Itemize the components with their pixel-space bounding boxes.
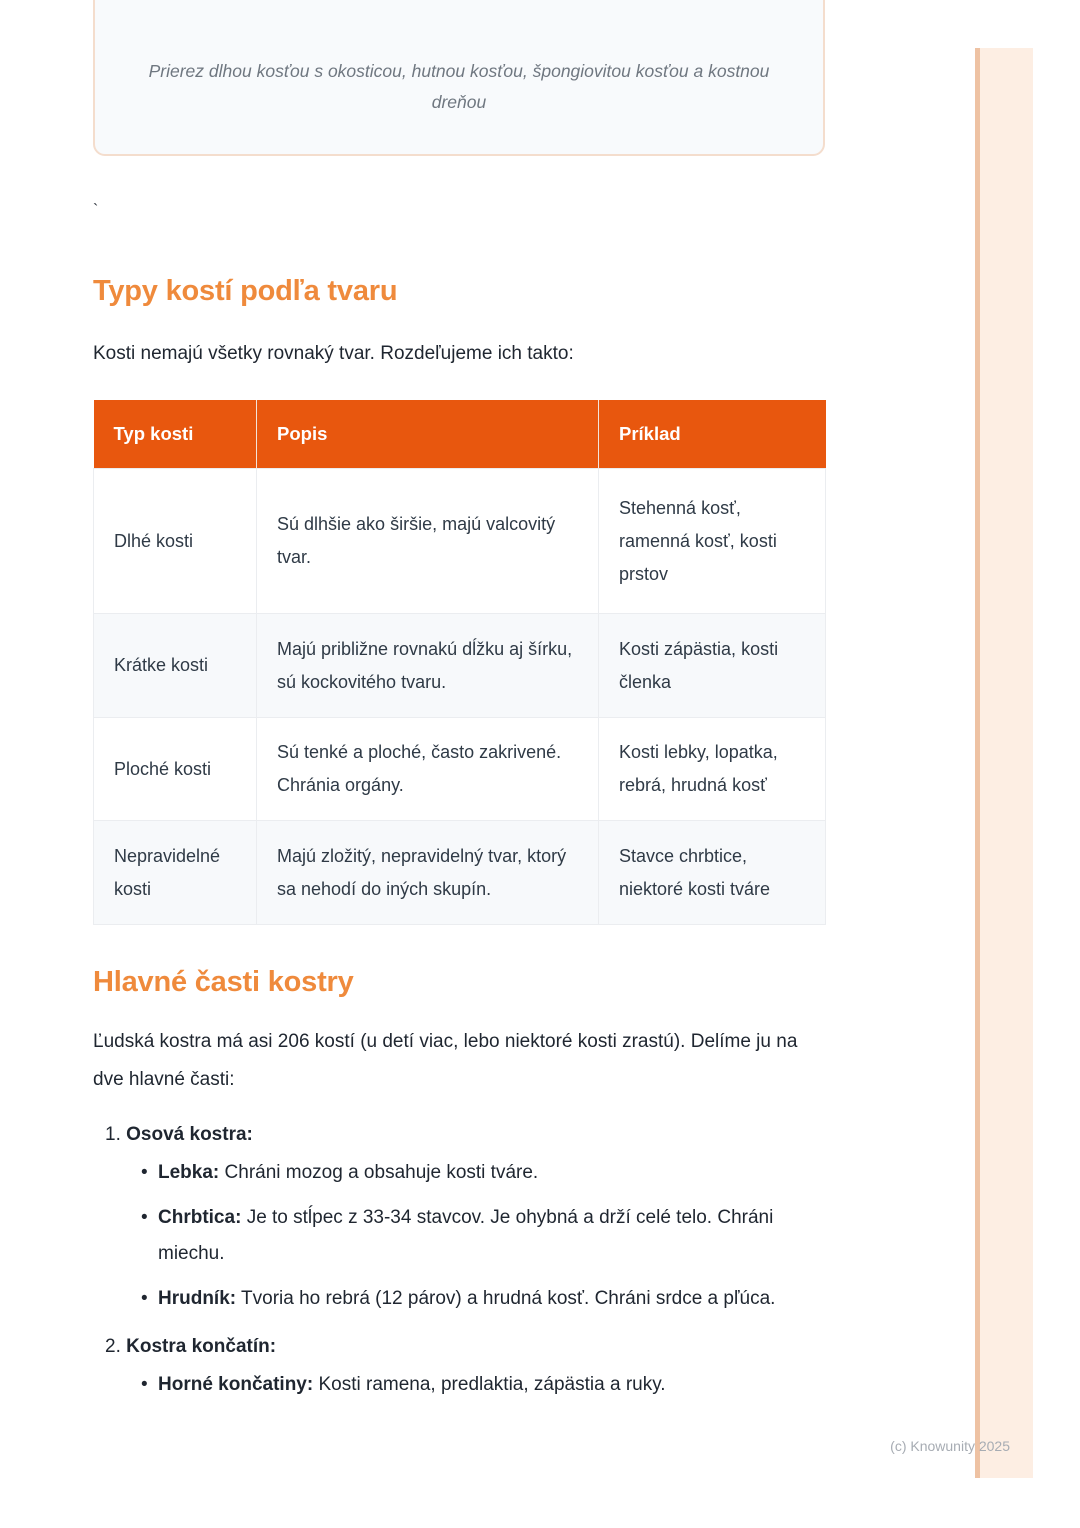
list-group-limb-skeleton <box>93 1329 833 1403</box>
section-intro-skeleton-parts: Ľudská kostra má asi 206 kostí (u detí viac, lebo niektoré kosti zrastú). Delíme ju na dve hlavné časti: <box>93 1031 798 1090</box>
table-header-description: Popis <box>257 400 599 469</box>
section-intro-bone-types: Kosti nemajú všetky rovnaký tvar. Rozdeľujeme ich takto: <box>93 343 574 364</box>
list-group-title <box>93 1329 833 1365</box>
table-header-row <box>94 400 826 469</box>
figure-caption: Prierez dlhou kosťou s okosticou, hutnou kosťou, špongiovitou kosťou a kostnou dreňou <box>148 61 770 112</box>
table-row <box>94 469 826 614</box>
section-heading-skeleton-parts: Hlavné časti kostry <box>93 966 354 998</box>
copyright-notice: (c) Knowunity 2025 <box>890 1438 1010 1454</box>
table-row <box>94 821 826 925</box>
list-title: Osová kostra: <box>126 1124 253 1145</box>
stray-backtick-character: ` <box>93 202 99 219</box>
list-group-axial-skeleton <box>93 1117 833 1317</box>
table-cell: Stavce chrbtice, niektoré kosti tváre <box>599 821 826 925</box>
list-item-text: Chráni mozog a obsahuje kosti tváre. <box>224 1162 539 1183</box>
list-item-text: Tvoria ho rebrá (12 párov) a hrudná kosť. Chráni srdce a pľúca. <box>241 1288 776 1309</box>
list-item-text: Je to stĺpec z 33-34 stavcov. Je ohybná a drží celé telo. Chráni miechu. <box>158 1207 774 1264</box>
table-cell: Dlhé kosti <box>94 469 257 614</box>
figure-caption-box <box>93 0 825 156</box>
table-cell: Ploché kosti <box>94 718 257 821</box>
table-cell: Majú zložitý, nepravidelný tvar, ktorý sa nehodí do iných skupín. <box>257 821 599 925</box>
page-edge-decoration <box>975 48 1033 1478</box>
list-item-upper-limbs: • Horné končatiny: Kosti ramena, predlaktia, zápästia a ruky. <box>141 1367 808 1403</box>
table-header-type: Typ kosti <box>94 400 257 469</box>
list-item-chest: • Hrudník: Tvoria ho rebrá (12 párov) a hrudná kosť. Chráni srdce a pľúca. <box>141 1281 808 1317</box>
list-item-text: Kosti ramena, predlaktia, zápästia a ruky. <box>318 1374 666 1395</box>
list-item-spine: • Chrbtica: Je to stĺpec z 33-34 stavcov. Je ohybná a drží celé telo. Chráni miechu. <box>141 1200 808 1272</box>
skeleton-parts-list <box>93 1117 833 1403</box>
table-cell: Sú tenké a ploché, často zakrivené. Chránia orgány. <box>257 718 599 821</box>
list-title: Kostra končatín: <box>126 1336 277 1357</box>
table-header-example: Príklad <box>599 400 826 469</box>
table-row <box>94 614 826 718</box>
table-row <box>94 718 826 821</box>
table-cell: Kosti lebky, lopatka, rebrá, hrudná kosť <box>599 718 826 821</box>
table-cell: Stehenná kosť, ramenná kosť, kosti prstov <box>599 469 826 614</box>
table-cell: Kosti zápästia, kosti členka <box>599 614 826 718</box>
document-content <box>93 0 833 1403</box>
list-group-title <box>93 1117 833 1153</box>
list-number: 2. <box>105 1336 121 1357</box>
section-heading-bone-types: Typy kostí podľa tvaru <box>93 275 398 307</box>
table-cell: Majú približne rovnakú dĺžku aj šírku, sú kockovitého tvaru. <box>257 614 599 718</box>
table-cell: Sú dlhšie ako širšie, majú valcovitý tvar. <box>257 469 599 614</box>
bone-types-table <box>93 400 826 925</box>
table-cell: Nepravidelné kosti <box>94 821 257 925</box>
list-item-skull: • Lebka: Chráni mozog a obsahuje kosti tváre. <box>141 1155 808 1191</box>
list-number: 1. <box>105 1124 121 1145</box>
table-cell: Krátke kosti <box>94 614 257 718</box>
